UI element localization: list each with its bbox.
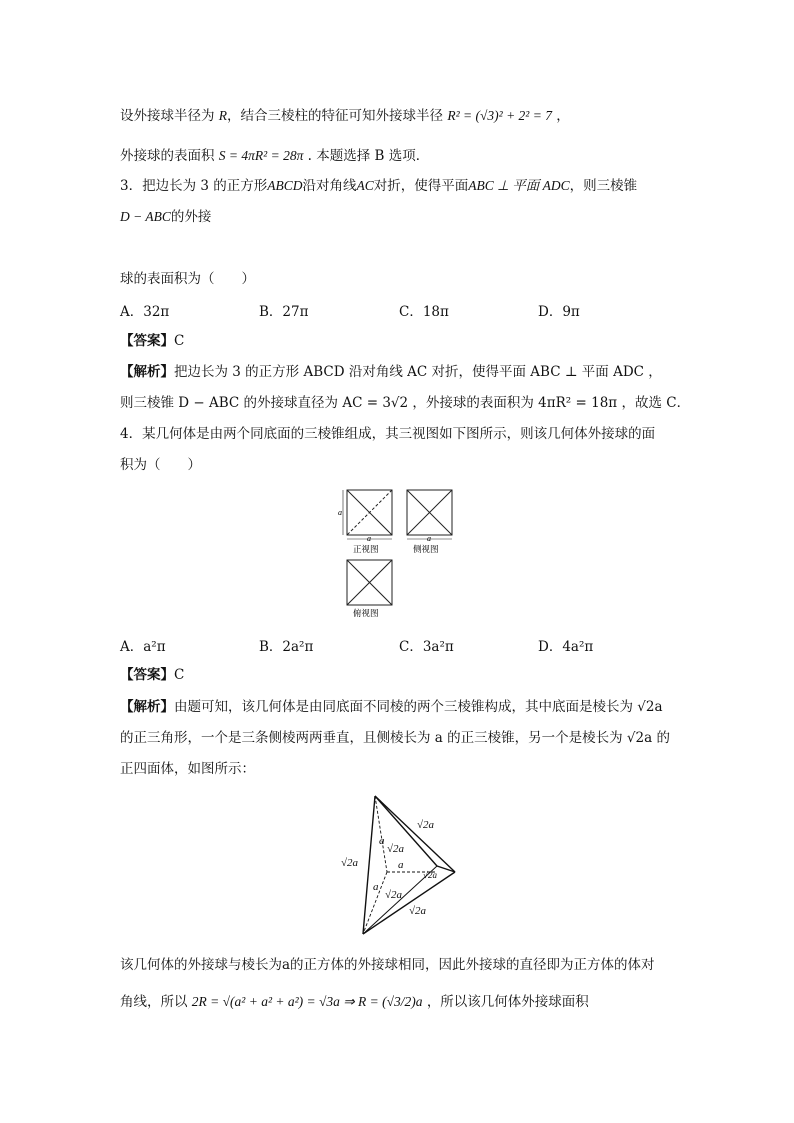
text-span: 由题可知，该几何体是由同底面不同棱的两个三棱锥构成，其中底面是棱长为 √2a xyxy=(174,699,663,715)
formula: R² = (√3)² + 2² = 7 xyxy=(447,108,552,123)
edge xyxy=(363,796,375,934)
edge-label: √2a xyxy=(409,905,427,917)
edge-label: √2a xyxy=(417,819,435,831)
answer-value: C xyxy=(174,667,185,683)
edge-label: √2a xyxy=(385,889,403,901)
text-span: . 本题选择 B 选项． xyxy=(307,148,430,164)
option-d: D．4a²π xyxy=(538,639,594,655)
text-line xyxy=(120,146,429,166)
text-line: 设外接球半径为 R，结合三棱柱的特征可知外接球半径 R² = (√3)² + 2² = 7 ， xyxy=(120,108,570,124)
option-b: B．27π xyxy=(259,304,309,320)
text-span: 则三棱锥 D − ABC 的外接球直径为 AC = 3√2 ，外接球的表面积为 4πR² = 18π ，故选 C． xyxy=(120,395,691,411)
text-span: 外接球的表面积 xyxy=(120,148,215,164)
text-span: 该几何体的外接球与棱长为a的正方体的外接球相同，因此外接球的直径即为正方体的体对 xyxy=(120,957,655,973)
option-c: C．3a²π xyxy=(399,639,454,655)
edge-label: a xyxy=(373,881,379,893)
text-span: ，则三棱锥 xyxy=(569,178,638,194)
question-3-line xyxy=(120,207,211,227)
option-d: D．9π xyxy=(538,304,580,320)
analysis-tag: 【解析】 xyxy=(120,699,174,715)
formula: S = 4πR² = 28π xyxy=(218,148,304,163)
edge xyxy=(375,796,455,872)
option-a: A．32π xyxy=(120,304,170,320)
analysis-line xyxy=(120,759,255,779)
question-4-line xyxy=(120,424,655,444)
analysis-line xyxy=(120,697,663,717)
text-span: 设外接球半径为 xyxy=(120,108,215,124)
text-span: 对折，使得平面 xyxy=(373,178,469,194)
question-3-line xyxy=(120,269,255,289)
text-span: ，所以该几何体外接球面积 xyxy=(426,994,589,1010)
question-4-line xyxy=(120,455,201,475)
text-span: 的外接 xyxy=(170,209,212,225)
dim-label: a xyxy=(338,508,342,517)
edge-label: √2a xyxy=(387,843,405,855)
dim-label: a xyxy=(427,534,431,543)
math: D − ABC xyxy=(120,209,171,224)
math: AC xyxy=(356,178,374,193)
text-span: 把边长为 3 的正方形 ABCD 沿对角线 AC 对折，使得平面 ABC ⊥ 平面 ADC ， xyxy=(174,364,662,380)
text-span: 4．某几何体是由两个同底面的三棱锥组成，其三视图如下图所示，则该几何体外接球的面 xyxy=(120,426,656,442)
text-span: 的正三角形，一个是三条侧棱两两垂直，且侧棱长为 a 的正三棱锥，另一个是棱长为 √2a 的 xyxy=(120,730,670,746)
text-span: 正四面体，如图所示： xyxy=(120,761,255,777)
math: ABCD xyxy=(267,178,303,193)
math: ABC ⊥ 平面 ADC xyxy=(468,178,570,193)
math-r: R xyxy=(218,108,228,123)
text-span: 角线，所以 xyxy=(120,994,188,1010)
formula: 2R = √(a² + a² + a²) = √3a ⇒ R = (√3/2)a xyxy=(191,994,423,1009)
dim-label: a xyxy=(367,534,371,543)
answer-line xyxy=(120,665,184,685)
analysis-line xyxy=(120,728,670,748)
side-view-label: 侧视图 xyxy=(413,545,439,555)
tetrahedron-figure xyxy=(335,790,465,940)
edge-label: √2a xyxy=(341,857,359,869)
text-span: ，结合三棱柱的特征可知外接球半径 xyxy=(227,108,444,124)
option-a: A．a²π xyxy=(120,639,166,655)
edge-label: √2a xyxy=(423,870,437,880)
front-view-label: 正视图 xyxy=(353,545,379,555)
analysis-line xyxy=(120,393,690,413)
option-b: B．2a²π xyxy=(259,639,314,655)
analysis-tag: 【解析】 xyxy=(120,364,174,380)
question-3-line xyxy=(120,176,637,196)
three-view-figure xyxy=(335,486,465,626)
text-span: 球的表面积为（ ） xyxy=(120,271,255,287)
text-span: 3．把边长为 3 的正方形 xyxy=(120,178,268,194)
analysis-line xyxy=(120,362,662,382)
answer-value: C xyxy=(174,333,185,349)
answer-tag: 【答案】 xyxy=(120,333,174,349)
option-c: C．18π xyxy=(399,304,449,320)
answer-line xyxy=(120,331,184,351)
analysis-line xyxy=(120,955,655,975)
top-view-label: 俯视图 xyxy=(353,609,379,619)
analysis-line xyxy=(120,992,589,1012)
edge-label: a xyxy=(398,859,404,871)
answer-tag: 【答案】 xyxy=(120,667,174,683)
edge-label: a xyxy=(379,835,385,847)
text-span: 沿对角线 xyxy=(302,178,357,194)
text-span: 积为（ ） xyxy=(120,457,201,473)
